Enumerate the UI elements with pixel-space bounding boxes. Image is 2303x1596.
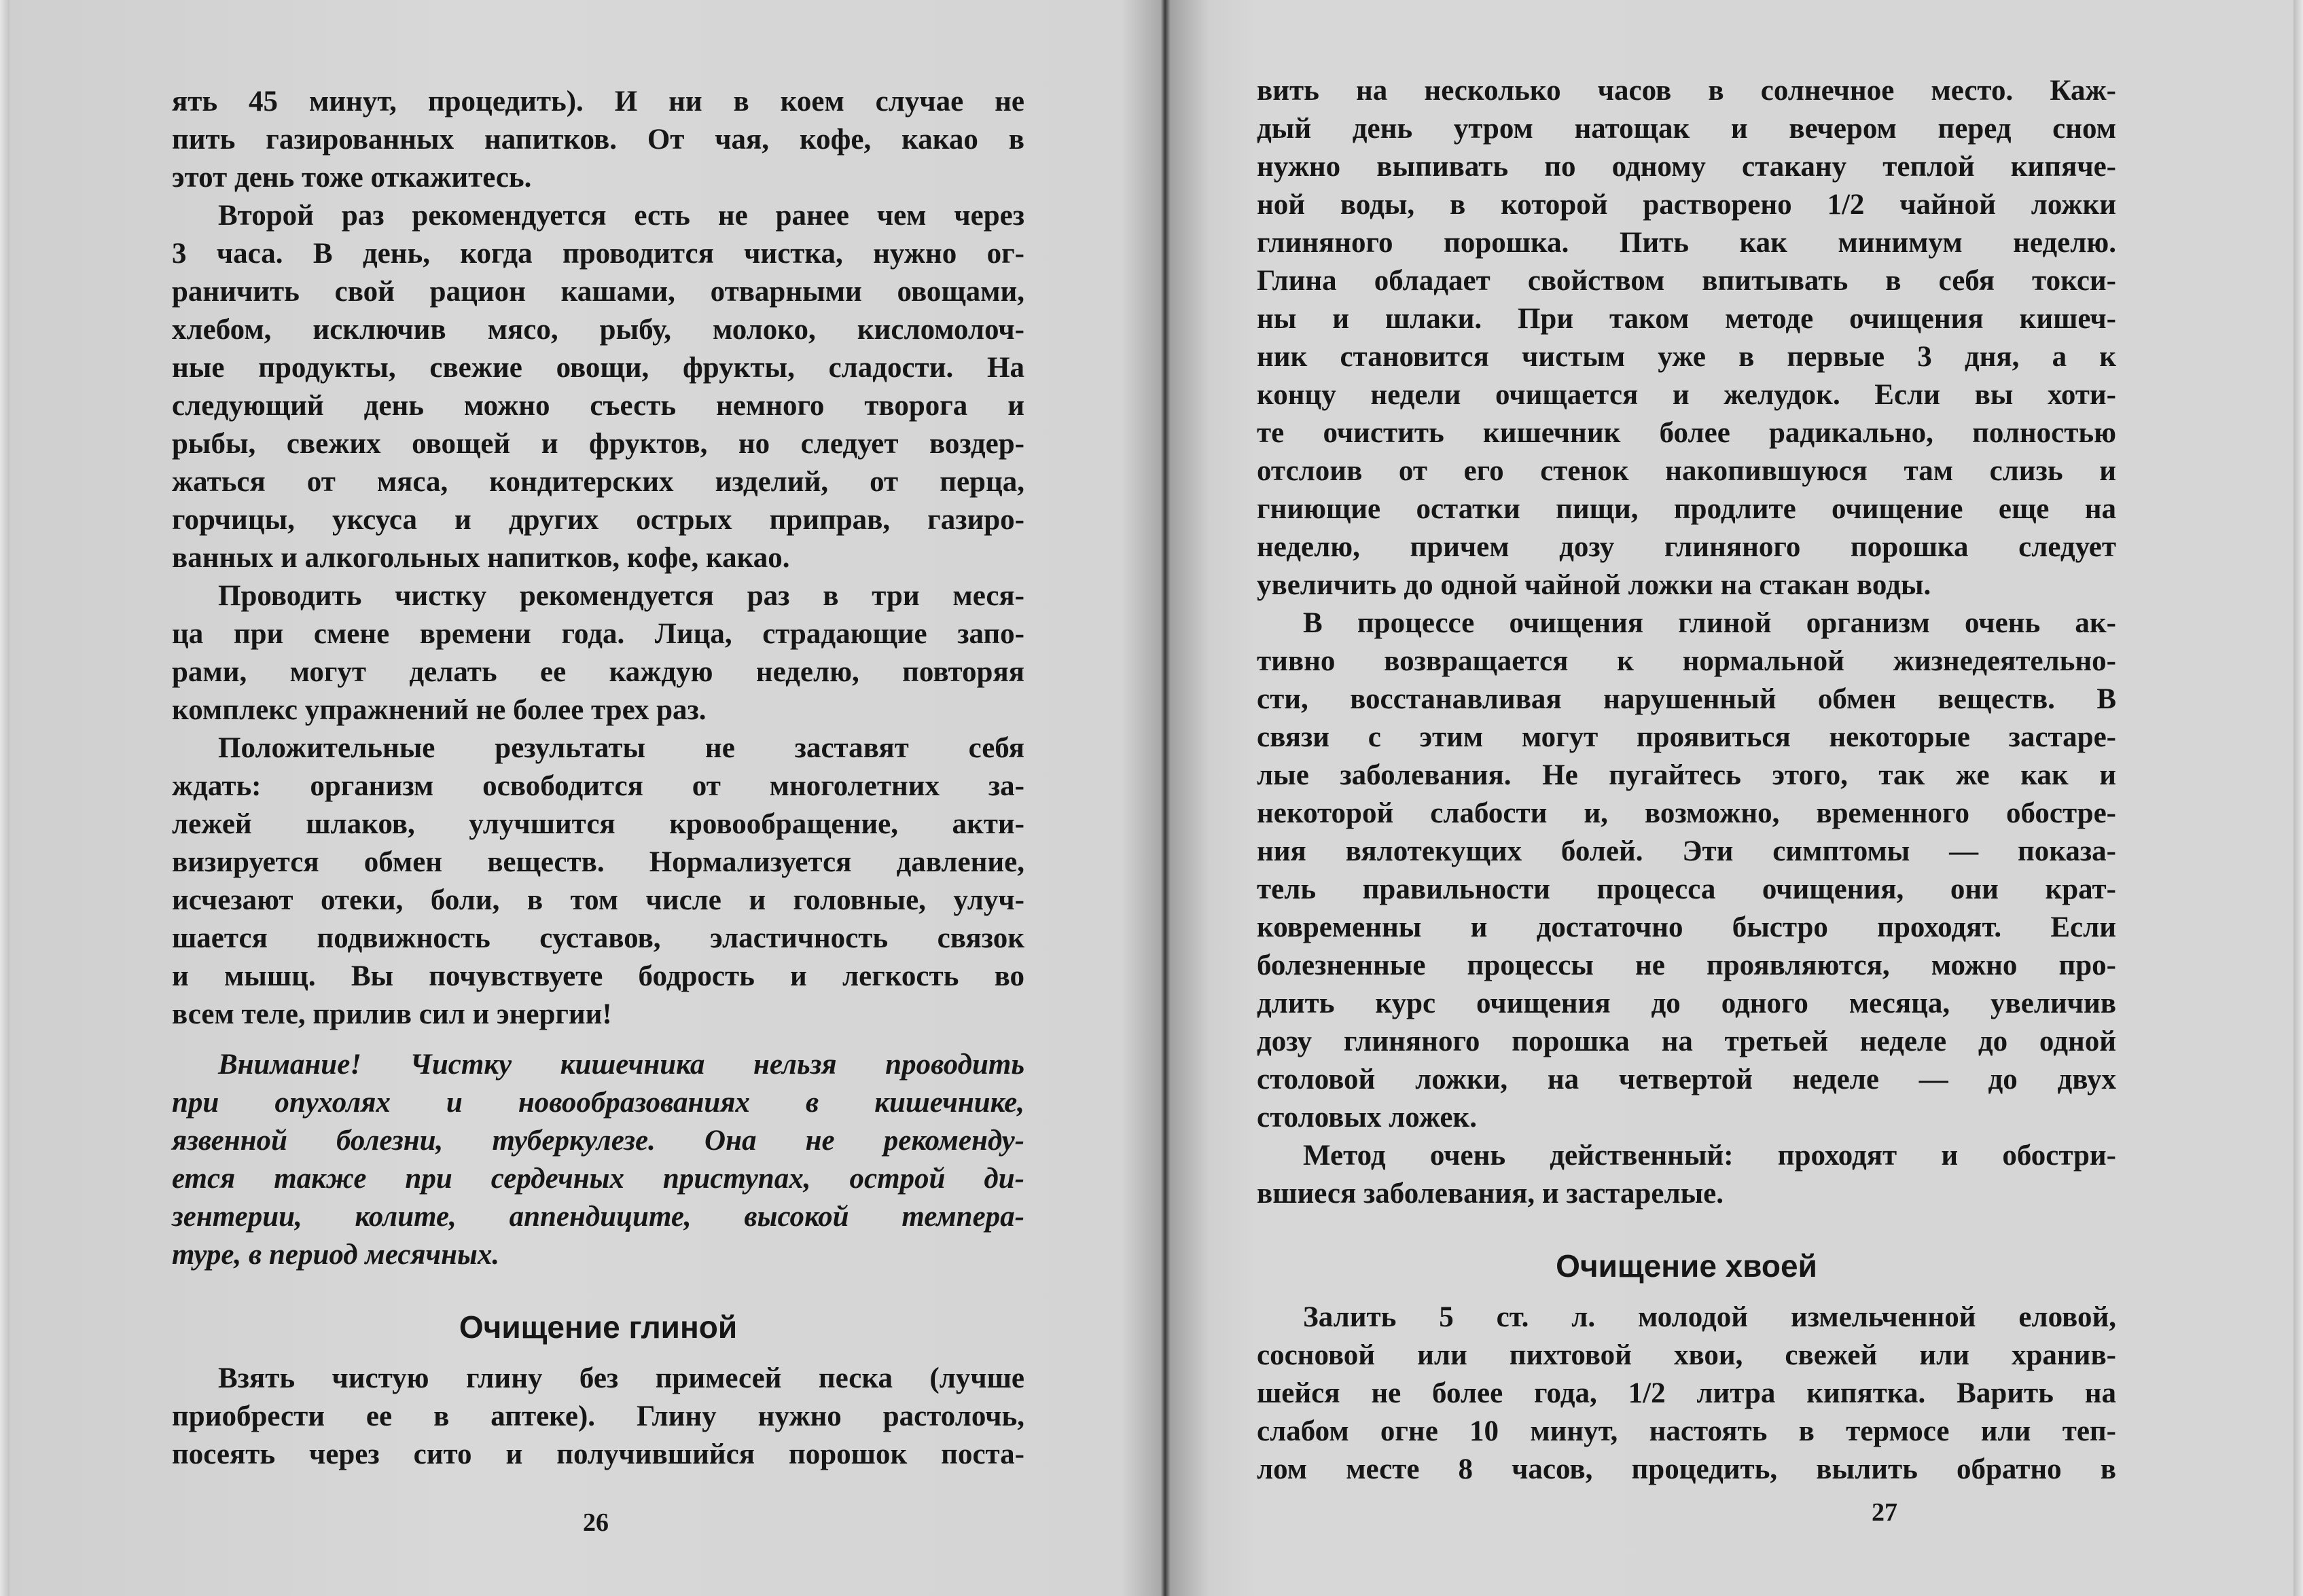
section-heading: Очищение хвоей: [1556, 1248, 1817, 1284]
text-line: отслоив от его стенок накопившуюся там слизь и: [1257, 455, 2116, 487]
spacer: [172, 1034, 1024, 1046]
text-line: Второй раз рекомендуется есть не ранее чем через: [218, 200, 1024, 232]
text-line: ждать: организм освободится от многолетних за-: [172, 770, 1024, 802]
text-line: и мышц. Вы почувствуете бодрость и легкость во: [172, 960, 1024, 992]
text-line: этот день тоже откажитесь.: [172, 162, 532, 194]
text-line: неделю, причем дозу глиняного порошка следует: [1257, 531, 2116, 563]
text-line: лежей шлаков, улучшится кровообращение, акти-: [172, 808, 1024, 840]
text-line: сосновой или пихтовой хвои, свежей или хранив-: [1257, 1339, 2116, 1371]
text-line: ной воды, в которой растворено 1/2 чайной ложки: [1257, 189, 2116, 221]
text-line: всем теле, прилив сил и энергии!: [172, 998, 612, 1030]
warning-line: ется также при сердечных приступах, острой ди-: [172, 1163, 1024, 1195]
text-line: 3 часа. В день, когда проводится чистка, нужно ог-: [172, 238, 1024, 270]
text-line: горчицы, уксуса и других острых приправ, газиро-: [172, 504, 1024, 536]
text-line: тивно возвращается к нормальной жизнедеятельно-: [1257, 645, 2116, 677]
text-line: концу недели очищается и желудок. Если вы хоти-: [1257, 379, 2116, 411]
text-line: ник становится чистым уже в первые 3 дня, а к: [1257, 341, 2116, 373]
text-line: болезненные процессы не проявляются, можно про-: [1257, 949, 2116, 981]
left-page-text: [172, 83, 1024, 1474]
text-line: шается подвижность суставов, эластичность связок: [172, 922, 1024, 954]
text-line: посеять через сито и получившийся порошок поста-: [172, 1438, 1024, 1470]
warning-line: туре, в период месячных.: [172, 1239, 500, 1271]
text-line: рыбы, свежих овощей и фруктов, но следует воздер-: [172, 428, 1024, 460]
text-line: сти, восстанавливая нарушенный обмен веществ. В: [1257, 683, 2116, 715]
text-line: ные продукты, свежие овощи, фрукты, сладости. На: [172, 352, 1024, 384]
text-line: ца при смене времени года. Лица, страдающие запо-: [172, 618, 1024, 650]
text-line: В процессе очищения глиной организм очень ак-: [1303, 607, 2116, 639]
left-page-edge: [0, 0, 10, 1596]
text-line: вшиеся заболевания, и застарелые.: [1257, 1178, 1724, 1210]
text-line: те очистить кишечник более радикально, полностью: [1257, 417, 2116, 449]
text-line: нужно выпивать по одному стакану теплой кипяче-: [1257, 151, 2116, 183]
warning-line: Внимание! Чистку кишечника нельзя проводить: [218, 1049, 1024, 1081]
text-line: Проводить чистку рекомендуется раз в три меся-: [218, 580, 1024, 612]
text-line: дый день утром натощак и вечером перед сном: [1257, 113, 2116, 145]
text-line: ять 45 минут, процедить). И ни в коем случае не: [172, 86, 1024, 117]
text-line: ния вялотекущих болей. Эти симптомы — показа-: [1257, 835, 2116, 867]
text-line: пить газированных напитков. От чая, кофе, какао в: [172, 124, 1024, 156]
text-line: Глина обладает свойством впитывать в себя токси-: [1257, 265, 2116, 297]
text-line: следующий день можно съесть немного творога и: [172, 390, 1024, 422]
right-page-edge: [2293, 0, 2303, 1596]
warning-line: при опухолях и новообразованиях в кишечнике,: [172, 1087, 1024, 1119]
warning-block: [172, 1046, 1024, 1274]
text-line: Метод очень действенный: проходят и обостри-: [1303, 1140, 2116, 1172]
text-line: гниющие остатки пищи, продлите очищение еще на: [1257, 493, 2116, 525]
text-line: глиняного порошка. Пить как минимум неделю.: [1257, 227, 2116, 259]
text-line: лые заболевания. Не пугайтесь этого, так же как и: [1257, 759, 2116, 791]
text-line: увеличить до одной чайной ложки на стакан воды.: [1257, 569, 1931, 601]
text-line: слабом огне 10 минут, настоять в термосе или теп-: [1257, 1415, 2116, 1447]
text-line: ванных и алкогольных напитков, кофе, какао.: [172, 542, 790, 574]
spacer: [172, 1347, 1024, 1360]
text-line: комплекс упражнений не более трех раз.: [172, 694, 707, 726]
text-line: ковременны и достаточно быстро проходят. Если: [1257, 911, 2116, 943]
right-page: [1165, 0, 2303, 1596]
warning-line: язвенной болезни, туберкулезе. Она не рекоменду-: [172, 1125, 1024, 1157]
text-line: исчезают отеки, боли, в том числе и головные, улуч-: [172, 884, 1024, 916]
section-heading: Очищение глиной: [459, 1309, 738, 1345]
page-number: 26: [583, 1508, 609, 1537]
text-line: длить курс очищения до одного месяца, увеличив: [1257, 987, 2116, 1019]
text-line: приобрести ее в аптеке). Глину нужно растолочь,: [172, 1400, 1024, 1432]
text-line: ны и шлаки. При таком методе очищения кишеч-: [1257, 303, 2116, 335]
spacer: [1257, 1213, 2116, 1246]
text-line: жаться от мяса, кондитерских изделий, от перца,: [172, 466, 1024, 498]
right-page-text: [1257, 72, 2116, 1489]
text-line: лом месте 8 часов, процедить, вылить обратно в: [1257, 1453, 2116, 1485]
text-line: шейся не более года, 1/2 литра кипятка. Варить на: [1257, 1377, 2116, 1409]
text-line: столовой ложки, на четвертой неделе — до двух: [1257, 1064, 2116, 1095]
spacer: [172, 1274, 1024, 1307]
text-line: вить на несколько часов в солнечное место. Каж-: [1257, 75, 2116, 107]
text-line: тель правильности процесса очищения, они крат-: [1257, 873, 2116, 905]
text-line: хлебом, исключив мясо, рыбу, молоко, кисломолоч-: [172, 314, 1024, 346]
text-line: раничить свой рацион кашами, отварными овощами,: [172, 276, 1024, 308]
warning-line: зентерии, колите, аппендиците, высокой темпера-: [172, 1201, 1024, 1233]
page-number: 27: [1872, 1498, 1897, 1527]
text-line: некоторой слабости и, возможно, временного обостре-: [1257, 797, 2116, 829]
text-line: Взять чистую глину без примесей песка (лучше: [218, 1362, 1024, 1394]
text-line: связи с этим могут проявиться некоторые застаре-: [1257, 721, 2116, 753]
text-line: Положительные результаты не заставят себя: [218, 732, 1024, 764]
text-line: рами, могут делать ее каждую неделю, повторяя: [172, 656, 1024, 688]
text-line: визируется обмен веществ. Нормализуется давление,: [172, 846, 1024, 878]
text-line: столовых ложек.: [1257, 1102, 1477, 1133]
spacer: [1257, 1286, 2116, 1299]
text-line: Залить 5 ст. л. молодой измельченной еловой,: [1303, 1301, 2116, 1333]
text-line: дозу глиняного порошка на третьей неделе до одной: [1257, 1026, 2116, 1057]
